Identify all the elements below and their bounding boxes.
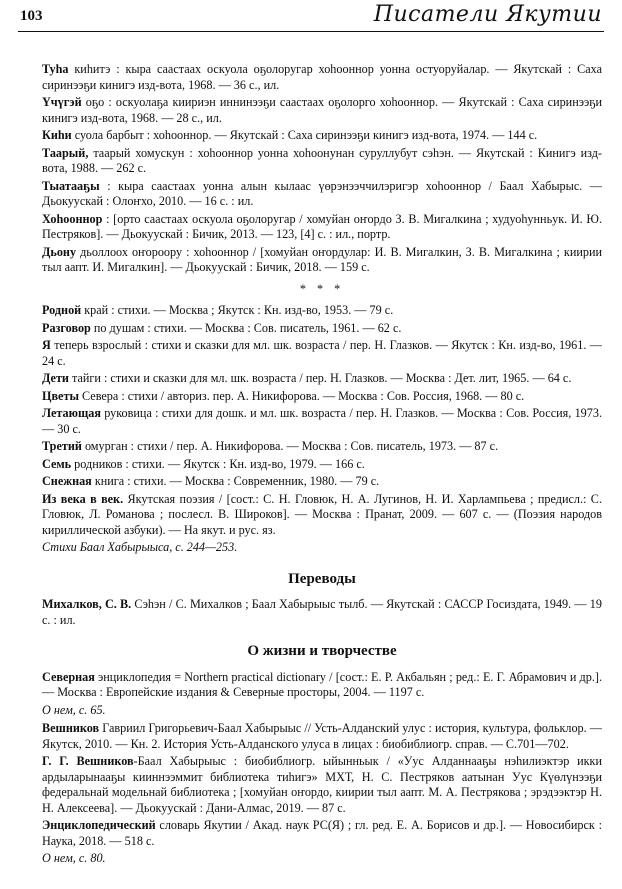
entry-text: Якутская поэзия / [сост.: С. Н. Гловюк, Н. А. Лугинов, Н. И. Харлампьева ; предисл.: С. Гловюк, Л. Романова ; послесл. В. Широков]. — Москва : Пранат, 2009. — 607 с. — (Поэзия народов кириллической азбуки). — На якут. и рус. яз. (42, 491, 602, 537)
bib-entry (42, 245, 602, 276)
entry-headword: Үчүгэй (42, 95, 82, 109)
entry-text: : кыра саастаах уонна алын кылаас үөрэнээччилэригэр хоһооннор / Баал Хабырыс. — Дьокуускай : Олоҥхо, 2010. — 16 с. : ил. (42, 178, 602, 208)
bib-entry (42, 492, 602, 539)
entry-headword: Летающая (42, 406, 101, 420)
entry-headword: Родной (42, 303, 82, 317)
entry-headword: Из века в век. (42, 491, 124, 506)
bib-entry (42, 457, 602, 473)
entry-text: Гавриил Григорьевич-Баал Хабырыыс // Усть-Алданский улус : история, культура, фольклор. — Якутск, 2010. — Кн. 2. История Усть-Алданского улуса в лицах : биобиблиогр. справ. — С.701—702. (42, 721, 602, 751)
bib-entry (42, 670, 602, 701)
entry-text: тайги : стихи и сказки для мл. шк. возраста / пер. Н. Глазков. — Москва : Дет. лит, 1965. — 64 с. (68, 371, 572, 385)
entry-text: таарый хомускун : хоһооннор уонна хоһоонунан суруллубут сэһэн. — Якутскай : Кинигэ изд-вота, 1988. — 262 с. (42, 145, 602, 175)
bib-entry (42, 721, 602, 752)
bib-entry (42, 179, 602, 210)
russian-works-list (42, 303, 602, 556)
entry-text: Сэһэн / С. Михалков ; Баал Хабырыыс тылб. — Якутскай : САССР Госиздата, 1949. — 19 с. : ил. (42, 597, 602, 627)
entry-text: оҕо : оскуолаҕа киириэн иннинээҕи саастаах оҕолорго хоһооннор. — Якутскай : Саха сиринээҕи кинигэ изд-вота, 1968. — 28 с., ил. (42, 95, 602, 125)
entry-text: : [орто саастаах оскуола оҕолоругар / хомуйан оҥордо З. В. Мигалкина ; худуоһунньук. И. Ю. Пестряков]. — Дьокуускай : Бичик, 2013. — 123, [4] с. : ил., портр. (42, 211, 602, 241)
entry-text: энциклопедия = Northern practical dictionary / [сост.: Е. Р. Акбальян ; ред.: Е. Г. Абрамович и др.]. — Москва : Европейские издания & Северные просторы, 2004. — 1197 с. (42, 669, 602, 699)
entry-headword: Тыатааҕы (42, 178, 100, 193)
about-heading: О жизни и творчестве (247, 643, 397, 659)
entry-headword: Северная (42, 669, 95, 684)
entry-headword: Энциклопедический (42, 818, 156, 832)
entry-headword: Вешников (42, 721, 100, 735)
bib-entry (42, 338, 602, 369)
bib-entry (42, 371, 602, 387)
entry-text: киһитэ : кыра саастаах оскуола оҕолоругар хоһооннор уонна остуоруйалар. — Якутскай : Саха сиринээҕи кинигэ изд-вота, 1968. — 36 с., ил. (42, 62, 602, 92)
bib-entry (42, 439, 602, 455)
entry-headword: Снежная (42, 474, 92, 488)
entry-headword: Таарый, (42, 145, 89, 160)
entry-headword: Я (42, 338, 51, 352)
bibliography-content (42, 62, 602, 870)
entry-headword: Третий (42, 439, 82, 453)
entry-text: по душам : стихи. — Москва : Сов. писатель, 1961. — 62 с. (90, 320, 402, 335)
entry-text: дьоллоох оҥороору : хоһооннор / [хомуйан оҥордулар: И. В. Мигалкин, З. В. Мигалкина ; киирии тыл аапт. И. Мигалкин]. — Дьокуускай : Бичик, 2018. — 159 с. (42, 244, 602, 274)
entry-text: словарь Якутии / Акад. наук РС(Я) ; гл. ред. Е. А. Борисов и др.]. — Новосибирск : Наука, 2018. — 518 с. (42, 818, 602, 848)
bib-entry (42, 95, 602, 126)
translations-heading: Переводы (288, 570, 356, 587)
entry-text: книга : стихи. — Москва : Современник, 1980. — 79 с. (91, 474, 380, 488)
entry-text: край : стихи. — Москва ; Якутск : Кн. изд-во, 1953. — 79 с. (81, 303, 394, 317)
entry-text: суола барбыт : хоһооннор. — Якутскай : Саха сиринээҕи кинигэ изд-вота, 1974. — 144 с. (71, 128, 538, 142)
bib-entry (42, 62, 602, 93)
bib-entry (42, 321, 602, 337)
entry-headword: Киһи (42, 128, 72, 142)
translations-list (42, 597, 602, 628)
bib-entry (42, 818, 602, 849)
bib-entry (42, 754, 602, 816)
page-header (18, 0, 604, 34)
entry-note: О нем, с. 80. (42, 851, 106, 865)
header-rule (18, 31, 604, 32)
entry-headword: Хоһооннор (42, 211, 103, 226)
entry-headword: Туһа (42, 62, 69, 76)
entry-note: О нем, с. 65. (42, 702, 106, 717)
bib-entry (42, 303, 602, 319)
entry-headword: Михалков, С. В. (42, 597, 132, 611)
entry-text: руковица : стихи для дошк. и мл. шк. возраста / пер. Н. Глазков. — Москва : Сов. Россия, 1973. — 30 с. (42, 406, 602, 436)
bib-entry (42, 406, 602, 437)
entry-headword: Дьону (42, 244, 77, 259)
entry-note: Стихи Баал Хабырыыса, с. 244—253. (42, 540, 238, 554)
entry-text: теперь взрослый : стихи и сказки для мл. шк. возраста / пер. Н. Глазков. — Якутск : Кн. изд-во, 1961. — 24 с. (42, 338, 602, 368)
entry-headword: Семь (42, 456, 72, 471)
bib-entry (42, 389, 602, 405)
entry-headword: Разговор (42, 320, 91, 335)
entry-headword: Дети (42, 371, 69, 385)
entry-text: родников : стихи. — Якутск : Кн. изд-во, 1979. — 166 с. (71, 456, 365, 471)
entry-headword: Г. Г. Вешников (42, 754, 134, 768)
about-list (42, 670, 602, 867)
bib-entry (42, 597, 602, 628)
bib-entry (42, 474, 602, 490)
entry-text: омурган : стихи / пер. А. Никифорова. — Москва : Сов. писатель, 1973. — 87 с. (81, 439, 499, 453)
bib-entry (42, 128, 602, 144)
page-number: 103 (20, 8, 43, 24)
running-title: Писатели Якутии (373, 2, 602, 27)
entry-text: -Баал Хабырыыс : биобиблиогр. ыйынньык / «Уус Алданнааҕы нэһилиэктэр икки ардыларынааҕы кииннээммит библиотека тиһигэ» МХТ, Н. С. Пестряков аатынан Уус Күөлүнээҕи федеральнай модельнай библиотека ; [хомуйан оҥордо, киирии тыл аапт. М. А. Пестрякова ; эрэдээктэр Н. Н. Алексеева]. — Дьокуускай : Дани-Алмас, 2019. — 87 с. (42, 754, 602, 815)
section-separator: * * * (299, 281, 345, 296)
entry-headword: Цветы (42, 388, 79, 403)
bib-entry (42, 212, 602, 243)
bib-entry (42, 146, 602, 177)
entry-text: Севера : стихи / авториз. пер. А. Никифорова. — Москва : Сов. Россия, 1968. — 80 с. (78, 388, 525, 403)
yakut-works-list (42, 62, 602, 276)
